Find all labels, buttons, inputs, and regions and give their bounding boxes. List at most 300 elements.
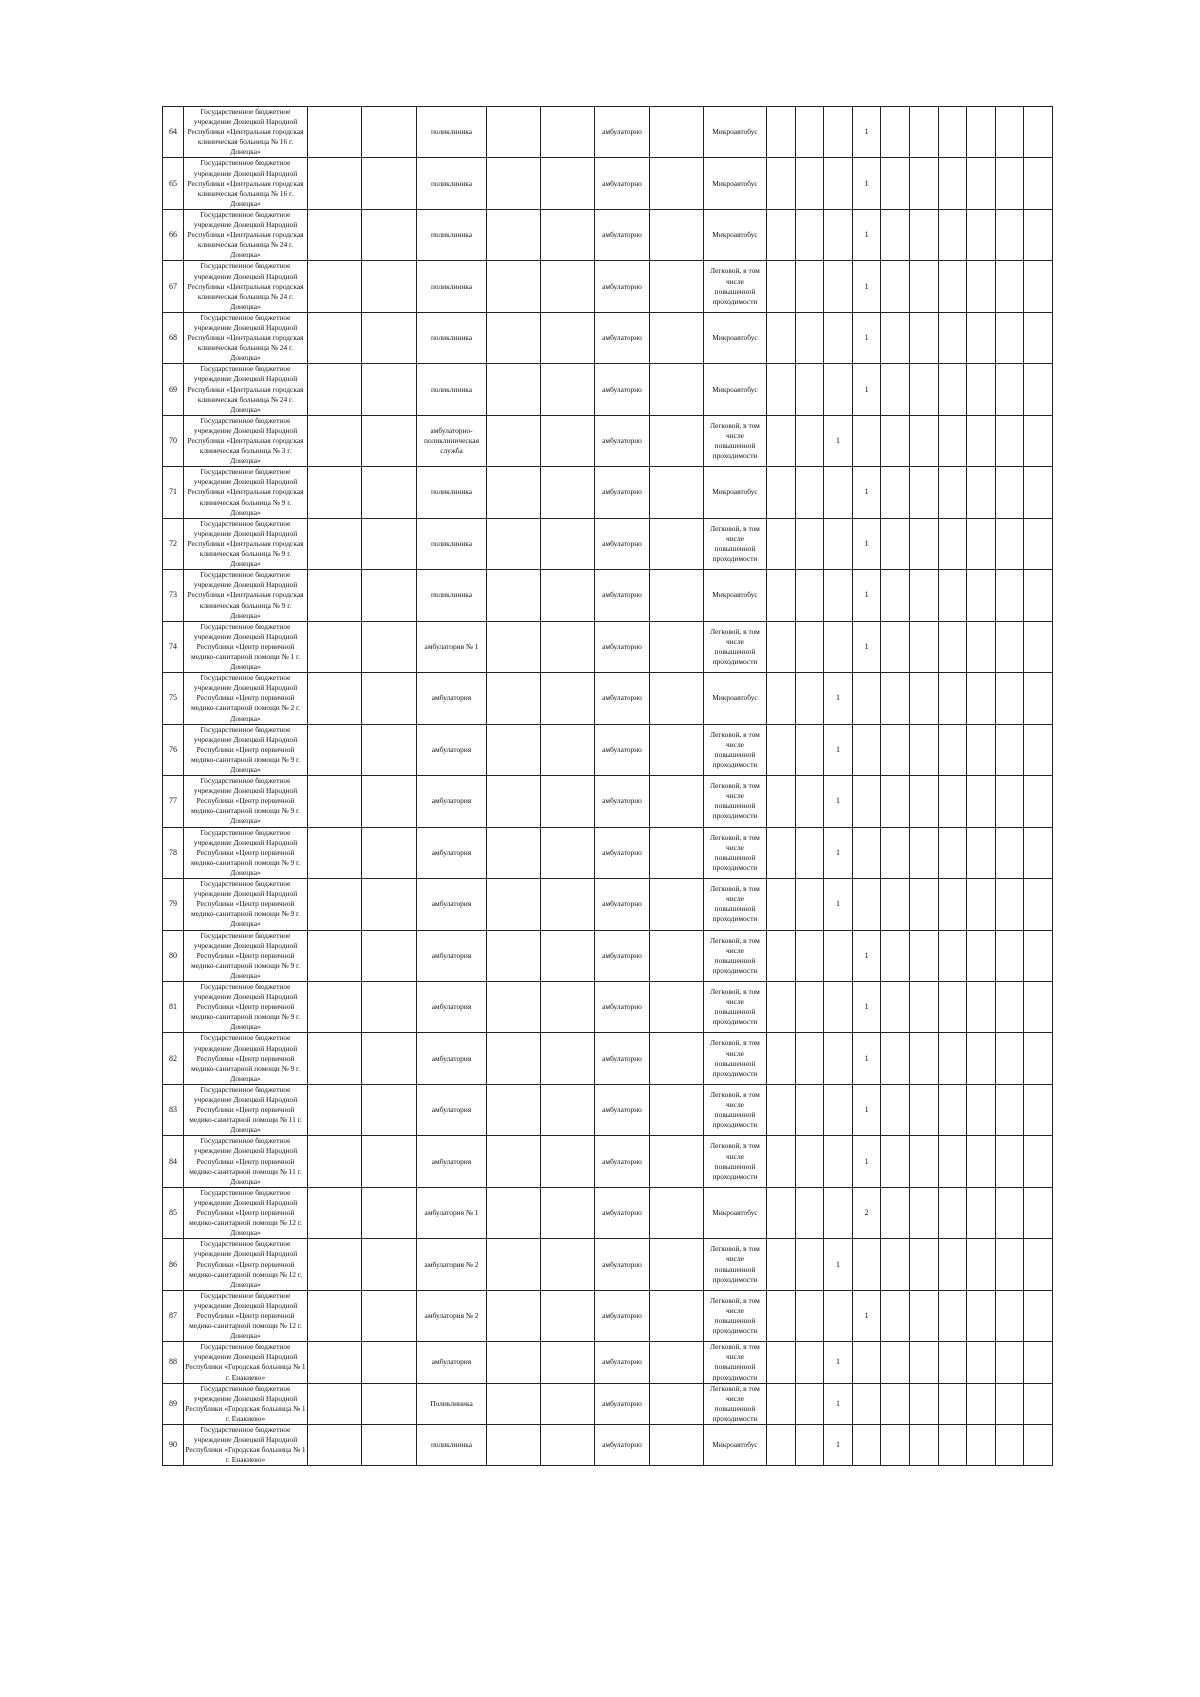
count-cell-7 [938,981,967,1032]
care-form-cell: амбулаторно [595,1187,650,1238]
count-cell-7 [938,1187,967,1238]
count-cell-2 [795,518,824,569]
row-number-cell: 74 [163,621,184,672]
table-row [163,518,1053,569]
count-cell-7 [938,467,967,518]
row-number-cell: 64 [163,107,184,158]
empty-cell [541,621,595,672]
count-cell-4 [852,1383,881,1424]
empty-cell [650,1187,704,1238]
count-cell-5 [881,1239,910,1290]
empty-cell [487,1239,541,1290]
care-form-cell: амбулаторно [595,1342,650,1383]
count-cell-6 [909,621,938,672]
empty-cell [308,776,362,827]
count-cell-2 [795,621,824,672]
empty-cell [308,1425,362,1466]
transport-type-cell: Микроавтобус [704,673,767,724]
count-cell-1 [767,1187,796,1238]
empty-cell [541,879,595,930]
count-cell-9 [995,930,1024,981]
count-cell-1 [767,518,796,569]
count-cell-5 [881,1187,910,1238]
care-form-cell: амбулаторно [595,312,650,363]
count-cell-10 [1024,621,1053,672]
row-number-cell: 83 [163,1084,184,1135]
care-form-cell: амбулаторно [595,621,650,672]
count-cell-6 [909,467,938,518]
count-cell-4: 1 [852,1033,881,1084]
organization-cell: Государственное бюджетное учреждение Донецкой Народной Республики «Центральная городская клиническая больница № 9 г. Донецка» [184,570,308,621]
count-cell-8 [967,1342,996,1383]
unit-cell: амбулатория [417,673,487,724]
count-cell-5 [881,1342,910,1383]
count-cell-3: 1 [824,415,853,466]
empty-cell [487,879,541,930]
row-number-cell: 76 [163,724,184,775]
table-row [163,930,1053,981]
empty-cell [541,415,595,466]
count-cell-3 [824,930,853,981]
empty-cell [362,364,417,415]
empty-cell [650,1136,704,1187]
transport-type-cell: Легковой, в том числе повышенной проходимости [704,1136,767,1187]
count-cell-1 [767,879,796,930]
row-number-cell: 73 [163,570,184,621]
count-cell-2 [795,1383,824,1424]
count-cell-6 [909,415,938,466]
count-cell-3 [824,107,853,158]
empty-cell [487,1033,541,1084]
empty-cell [308,209,362,260]
empty-cell [487,518,541,569]
count-cell-10 [1024,1342,1053,1383]
count-cell-7 [938,158,967,209]
table-row [163,364,1053,415]
count-cell-3: 1 [824,1383,853,1424]
count-cell-10 [1024,1187,1053,1238]
empty-cell [362,158,417,209]
count-cell-3 [824,981,853,1032]
count-cell-1 [767,1290,796,1341]
row-number-cell: 84 [163,1136,184,1187]
empty-cell [308,261,362,312]
count-cell-1 [767,415,796,466]
organization-cell: Государственное бюджетное учреждение Донецкой Народной Республики «Центральная городская клиническая больница № 9 г. Донецка» [184,518,308,569]
count-cell-7 [938,930,967,981]
table-row [163,1084,1053,1135]
empty-cell [541,1425,595,1466]
empty-cell [308,621,362,672]
row-number-cell: 78 [163,827,184,878]
empty-cell [308,1136,362,1187]
count-cell-9 [995,1290,1024,1341]
count-cell-2 [795,827,824,878]
count-cell-9 [995,776,1024,827]
empty-cell [541,1033,595,1084]
count-cell-9 [995,1383,1024,1424]
count-cell-6 [909,827,938,878]
table-row [163,621,1053,672]
empty-cell [487,467,541,518]
count-cell-7 [938,724,967,775]
empty-cell [487,209,541,260]
table-row [163,312,1053,363]
count-cell-7 [938,1383,967,1424]
count-cell-2 [795,1239,824,1290]
organization-cell: Государственное бюджетное учреждение Донецкой Народной Республики «Центральная городская клиническая больница № 24 г. Донецка» [184,312,308,363]
count-cell-10 [1024,518,1053,569]
count-cell-9 [995,981,1024,1032]
empty-cell [541,107,595,158]
count-cell-6 [909,673,938,724]
count-cell-8 [967,209,996,260]
count-cell-2 [795,1425,824,1466]
empty-cell [541,1290,595,1341]
count-cell-5 [881,724,910,775]
count-cell-7 [938,107,967,158]
organization-cell: Государственное бюджетное учреждение Донецкой Народной Республики «Центральная городская клиническая больница № 9 г. Донецка» [184,467,308,518]
count-cell-2 [795,1033,824,1084]
empty-cell [650,1290,704,1341]
transport-type-cell: Легковой, в том числе повышенной проходимости [704,724,767,775]
count-cell-3: 1 [824,724,853,775]
empty-cell [541,1342,595,1383]
count-cell-7 [938,621,967,672]
empty-cell [308,312,362,363]
unit-cell: амбулатория [417,1342,487,1383]
count-cell-5 [881,827,910,878]
unit-cell: поликлиника [417,261,487,312]
unit-cell: амбулатория № 2 [417,1290,487,1341]
count-cell-4 [852,827,881,878]
count-cell-10 [1024,981,1053,1032]
count-cell-10 [1024,107,1053,158]
empty-cell [650,1425,704,1466]
empty-cell [650,261,704,312]
count-cell-8 [967,1239,996,1290]
count-cell-8 [967,261,996,312]
count-cell-5 [881,209,910,260]
count-cell-3: 1 [824,1342,853,1383]
count-cell-6 [909,1239,938,1290]
transport-type-cell: Легковой, в том числе повышенной проходимости [704,981,767,1032]
empty-cell [362,879,417,930]
count-cell-1 [767,209,796,260]
count-cell-8 [967,1136,996,1187]
transport-type-cell: Легковой, в том числе повышенной проходимости [704,621,767,672]
unit-cell: амбулатория [417,1084,487,1135]
row-number-cell: 77 [163,776,184,827]
empty-cell [487,1084,541,1135]
count-cell-5 [881,518,910,569]
count-cell-6 [909,724,938,775]
count-cell-7 [938,518,967,569]
transport-type-cell: Легковой, в том числе повышенной проходимости [704,1383,767,1424]
count-cell-3 [824,467,853,518]
empty-cell [308,724,362,775]
transport-type-cell: Легковой, в том числе повышенной проходимости [704,930,767,981]
count-cell-9 [995,570,1024,621]
empty-cell [541,209,595,260]
empty-cell [541,1136,595,1187]
empty-cell [487,1342,541,1383]
count-cell-10 [1024,879,1053,930]
count-cell-1 [767,1136,796,1187]
organization-cell: Государственное бюджетное учреждение Донецкой Народной Республики «Центр первичной медико-санитарной помощи № 9 г. Донецка» [184,724,308,775]
count-cell-4: 1 [852,1136,881,1187]
empty-cell [362,1290,417,1341]
empty-cell [362,1425,417,1466]
count-cell-8 [967,827,996,878]
count-cell-5 [881,415,910,466]
transport-type-cell: Легковой, в том числе повышенной проходимости [704,776,767,827]
count-cell-1 [767,107,796,158]
count-cell-7 [938,312,967,363]
care-form-cell: амбулаторно [595,467,650,518]
care-form-cell: амбулаторно [595,1290,650,1341]
count-cell-1 [767,467,796,518]
count-cell-5 [881,1383,910,1424]
count-cell-8 [967,1033,996,1084]
transport-type-cell: Микроавтобус [704,158,767,209]
empty-cell [308,1187,362,1238]
count-cell-5 [881,1033,910,1084]
empty-cell [308,827,362,878]
organization-cell: Государственное бюджетное учреждение Донецкой Народной Республики «Центральная городская клиническая больница № 24 г. Донецка» [184,261,308,312]
count-cell-8 [967,312,996,363]
count-cell-2 [795,1084,824,1135]
organization-cell: Государственное бюджетное учреждение Донецкой Народной Республики «Центральная городская клиническая больница № 24 г. Донецка» [184,209,308,260]
count-cell-4: 1 [852,930,881,981]
row-number-cell: 69 [163,364,184,415]
table-row [163,724,1053,775]
vehicle-allocation-table [162,106,1053,1466]
count-cell-10 [1024,364,1053,415]
empty-cell [362,467,417,518]
transport-type-cell: Легковой, в том числе повышенной проходимости [704,1084,767,1135]
empty-cell [362,930,417,981]
count-cell-6 [909,776,938,827]
empty-cell [650,570,704,621]
count-cell-8 [967,518,996,569]
count-cell-2 [795,107,824,158]
count-cell-9 [995,673,1024,724]
empty-cell [487,930,541,981]
unit-cell: поликлиника [417,312,487,363]
count-cell-4: 1 [852,107,881,158]
count-cell-4: 1 [852,518,881,569]
count-cell-9 [995,724,1024,775]
empty-cell [650,415,704,466]
organization-cell: Государственное бюджетное учреждение Донецкой Народной Республики «Центр первичной медико-санитарной помощи № 9 г. Донецка» [184,879,308,930]
empty-cell [308,415,362,466]
empty-cell [487,312,541,363]
count-cell-2 [795,724,824,775]
transport-type-cell: Легковой, в том числе повышенной проходимости [704,1290,767,1341]
count-cell-9 [995,827,1024,878]
empty-cell [308,673,362,724]
count-cell-8 [967,621,996,672]
count-cell-4 [852,724,881,775]
care-form-cell: амбулаторно [595,261,650,312]
empty-cell [308,364,362,415]
count-cell-9 [995,1033,1024,1084]
table-row [163,776,1053,827]
count-cell-6 [909,981,938,1032]
count-cell-1 [767,312,796,363]
count-cell-7 [938,261,967,312]
unit-cell: амбулатория [417,879,487,930]
unit-cell: поликлиника [417,467,487,518]
empty-cell [308,981,362,1032]
row-number-cell: 89 [163,1383,184,1424]
count-cell-4 [852,1425,881,1466]
unit-cell: амбулатория [417,1136,487,1187]
empty-cell [650,364,704,415]
empty-cell [487,1136,541,1187]
count-cell-3 [824,158,853,209]
count-cell-8 [967,930,996,981]
unit-cell: поликлиника [417,107,487,158]
empty-cell [487,621,541,672]
table-row [163,467,1053,518]
count-cell-6 [909,1187,938,1238]
empty-cell [487,107,541,158]
count-cell-5 [881,981,910,1032]
empty-cell [650,673,704,724]
unit-cell: амбулатория [417,1033,487,1084]
care-form-cell: амбулаторно [595,364,650,415]
empty-cell [308,570,362,621]
care-form-cell: амбулаторно [595,1425,650,1466]
empty-cell [308,930,362,981]
empty-cell [487,724,541,775]
empty-cell [308,1239,362,1290]
count-cell-8 [967,981,996,1032]
empty-cell [487,1290,541,1341]
count-cell-4: 1 [852,364,881,415]
count-cell-4: 1 [852,261,881,312]
count-cell-8 [967,415,996,466]
count-cell-7 [938,1342,967,1383]
organization-cell: Государственное бюджетное учреждение Донецкой Народной Республики «Центр первичной медико-санитарной помощи № 1 г. Донецка» [184,621,308,672]
count-cell-5 [881,1290,910,1341]
empty-cell [650,107,704,158]
empty-cell [362,107,417,158]
empty-cell [362,415,417,466]
table-row [163,209,1053,260]
count-cell-5 [881,107,910,158]
empty-cell [308,1084,362,1135]
count-cell-9 [995,621,1024,672]
care-form-cell: амбулаторно [595,158,650,209]
count-cell-10 [1024,1383,1053,1424]
count-cell-10 [1024,827,1053,878]
count-cell-5 [881,879,910,930]
transport-type-cell: Микроавтобус [704,570,767,621]
count-cell-1 [767,1342,796,1383]
table-row [163,158,1053,209]
unit-cell: амбулатория [417,827,487,878]
count-cell-5 [881,261,910,312]
count-cell-2 [795,209,824,260]
count-cell-6 [909,518,938,569]
table-row [163,415,1053,466]
table-row [163,570,1053,621]
count-cell-2 [795,467,824,518]
unit-cell: поликлиника [417,158,487,209]
count-cell-10 [1024,570,1053,621]
care-form-cell: амбулаторно [595,570,650,621]
empty-cell [541,724,595,775]
count-cell-7 [938,1425,967,1466]
count-cell-5 [881,364,910,415]
empty-cell [308,1290,362,1341]
empty-cell [362,827,417,878]
row-number-cell: 79 [163,879,184,930]
count-cell-9 [995,518,1024,569]
row-number-cell: 66 [163,209,184,260]
organization-cell: Государственное бюджетное учреждение Донецкой Народной Республики «Центр первичной медико-санитарной помощи № 9 г. Донецка» [184,776,308,827]
empty-cell [650,621,704,672]
table-row [163,1033,1053,1084]
count-cell-5 [881,776,910,827]
organization-cell: Государственное бюджетное учреждение Донецкой Народной Республики «Центральная городская клиническая больница № 24 г. Донецка» [184,364,308,415]
count-cell-8 [967,467,996,518]
empty-cell [487,776,541,827]
care-form-cell: амбулаторно [595,107,650,158]
count-cell-4 [852,1239,881,1290]
care-form-cell: амбулаторно [595,827,650,878]
count-cell-5 [881,570,910,621]
count-cell-3: 1 [824,1425,853,1466]
table-row [163,673,1053,724]
empty-cell [541,312,595,363]
organization-cell: Государственное бюджетное учреждение Донецкой Народной Республики «Центр первичной медико-санитарной помощи № 11 г. Донецка» [184,1084,308,1135]
empty-cell [487,1187,541,1238]
unit-cell: поликлиника [417,209,487,260]
row-number-cell: 82 [163,1033,184,1084]
count-cell-10 [1024,415,1053,466]
count-cell-5 [881,673,910,724]
count-cell-2 [795,673,824,724]
count-cell-10 [1024,158,1053,209]
count-cell-4: 1 [852,158,881,209]
unit-cell: амбулатория № 2 [417,1239,487,1290]
empty-cell [362,1084,417,1135]
empty-cell [541,1383,595,1424]
count-cell-6 [909,1342,938,1383]
organization-cell: Государственное бюджетное учреждение Донецкой Народной Республики «Центр первичной медико-санитарной помощи № 12 г. Донецка» [184,1239,308,1290]
organization-cell: Государственное бюджетное учреждение Донецкой Народной Республики «Центр первичной медико-санитарной помощи № 9 г. Донецка» [184,1033,308,1084]
count-cell-1 [767,158,796,209]
count-cell-2 [795,930,824,981]
count-cell-4: 1 [852,1084,881,1135]
empty-cell [650,1033,704,1084]
organization-cell: Государственное бюджетное учреждение Донецкой Народной Республики «Центр первичной медико-санитарной помощи № 12 г. Донецка» [184,1290,308,1341]
count-cell-1 [767,364,796,415]
count-cell-3 [824,1033,853,1084]
empty-cell [362,312,417,363]
empty-cell [541,467,595,518]
empty-cell [650,981,704,1032]
count-cell-8 [967,1084,996,1135]
count-cell-3 [824,570,853,621]
empty-cell [308,467,362,518]
count-cell-4: 1 [852,467,881,518]
organization-cell: Государственное бюджетное учреждение Донецкой Народной Республики «Центр первичной медико-санитарной помощи № 9 г. Донецка» [184,930,308,981]
